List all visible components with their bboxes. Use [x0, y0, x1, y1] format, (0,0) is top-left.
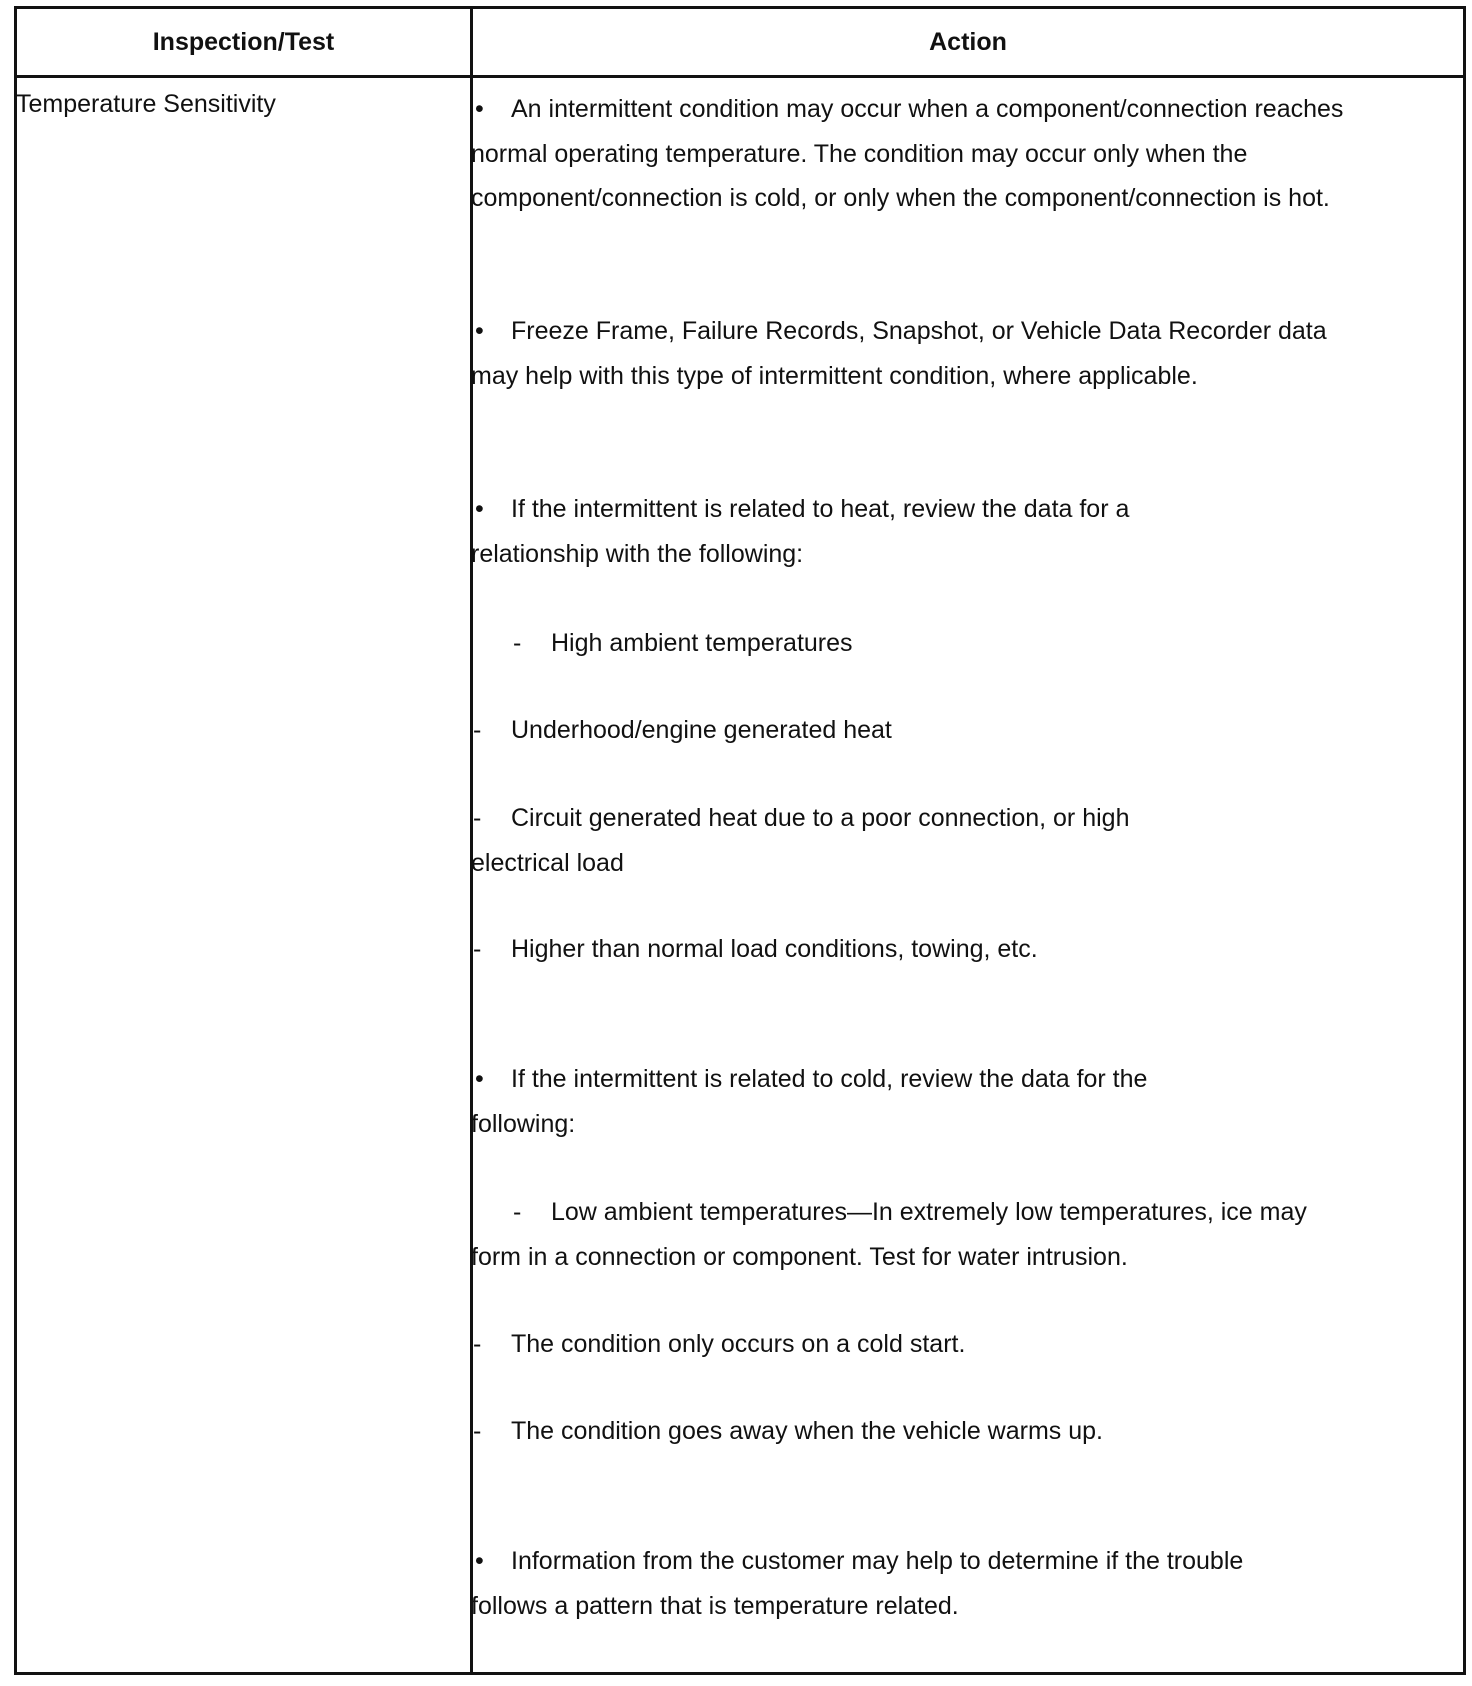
action-item — [471, 1057, 1231, 1146]
action-text: The condition goes away when the vehicle warms up. — [511, 1417, 1103, 1445]
bullet-icon: • — [475, 1065, 484, 1093]
sub-action-item — [471, 1322, 1351, 1367]
action-text: Freeze Frame, Failure Records, Snapshot, or Vehicle Data Recorder data may help with this type of intermittent condition, where applicable. — [471, 317, 1327, 390]
bullet-icon: • — [475, 317, 484, 345]
dash-icon: - — [473, 804, 482, 832]
dash-icon: - — [473, 1417, 482, 1445]
sub-action-item — [471, 927, 1351, 972]
sub-action-item — [471, 796, 1231, 885]
dash-icon: - — [473, 716, 482, 744]
dash-icon: - — [473, 935, 482, 963]
action-text: An intermittent condition may occur when a component/connection reaches normal operating temperature. The condition may occur only when the component/connection is cold, or only when the component/connection is hot. — [471, 95, 1344, 212]
action-text: Low ambient temperatures—In extremely low temperatures, ice may form in a connection or component. Test for water intrusion. — [471, 1198, 1307, 1271]
header-row-divider — [17, 75, 1463, 78]
dash-icon: - — [513, 1198, 522, 1226]
action-text: Circuit generated heat due to a poor connection, or high electrical load — [471, 804, 1130, 877]
sub-action-item — [471, 621, 1351, 666]
sub-action-item — [471, 1190, 1321, 1279]
action-text: If the intermittent is related to cold, review the data for the following: — [471, 1065, 1148, 1138]
action-text: Underhood/engine generated heat — [511, 716, 892, 744]
action-text: If the intermittent is related to heat, review the data for a relationship with the following: — [471, 495, 1130, 568]
header-action: Action — [929, 27, 1007, 56]
action-item — [471, 309, 1351, 398]
header-inspection-test: Inspection/Test — [152, 27, 335, 56]
sub-action-item — [471, 1409, 1351, 1454]
action-text: Information from the customer may help to determine if the trouble follows a pattern that is temperature related. — [471, 1547, 1244, 1620]
dash-icon: - — [513, 629, 522, 657]
bullet-icon: • — [475, 95, 484, 123]
action-text: High ambient temperatures — [551, 629, 853, 657]
bullet-icon: • — [475, 1547, 484, 1575]
action-item — [471, 87, 1351, 221]
test-name-cell: Temperature Sensitivity — [16, 90, 276, 118]
action-text: The condition only occurs on a cold start. — [511, 1330, 966, 1358]
bullet-icon: • — [475, 495, 484, 523]
action-item — [471, 487, 1231, 576]
dash-icon: - — [473, 1330, 482, 1358]
action-text: Higher than normal load conditions, towing, etc. — [511, 935, 1038, 963]
action-item — [471, 1539, 1261, 1628]
sub-action-item — [471, 708, 1351, 753]
